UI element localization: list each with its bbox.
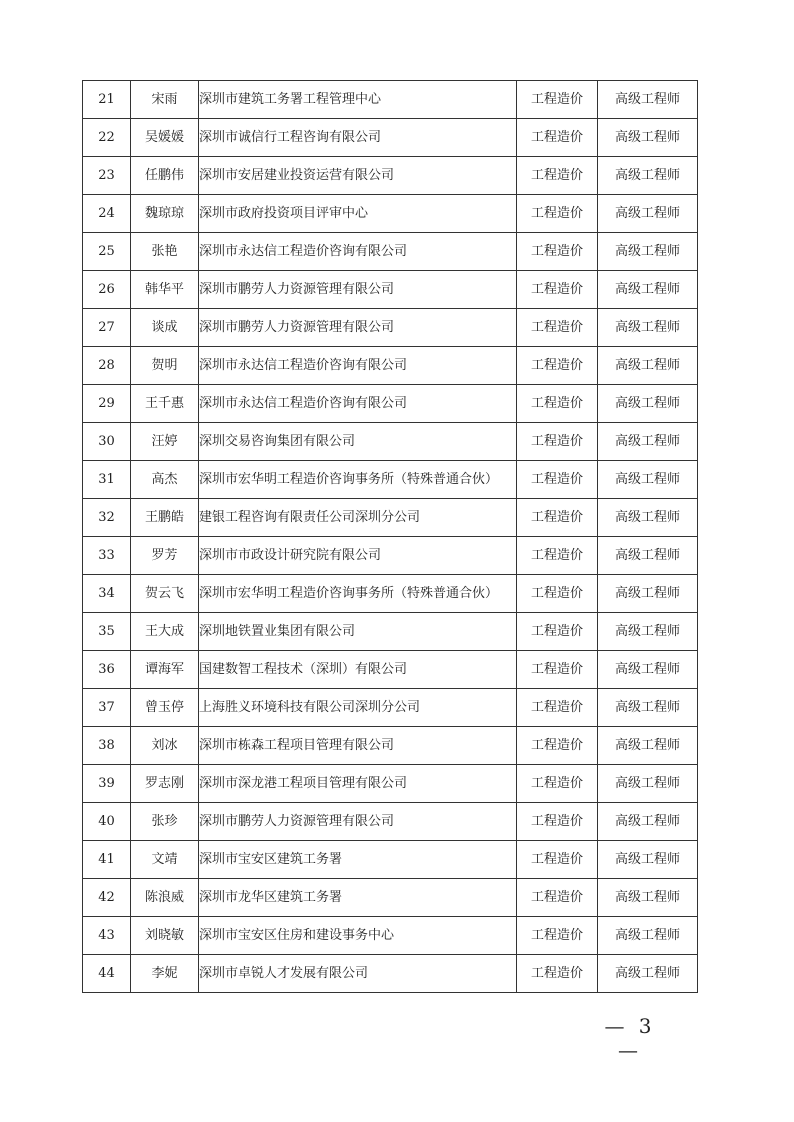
specialty-category: 工程造价 [517,347,598,385]
professional-title: 高级工程师 [598,955,698,993]
row-number: 36 [83,651,131,689]
table-row [83,651,698,689]
professional-title: 高级工程师 [598,461,698,499]
specialty-category: 工程造价 [517,689,598,727]
table-row [83,499,698,537]
specialty-category: 工程造价 [517,879,598,917]
specialty-category: 工程造价 [517,537,598,575]
row-number: 44 [83,955,131,993]
specialty-category: 工程造价 [517,803,598,841]
row-number: 34 [83,575,131,613]
person-name: 王大成 [131,613,199,651]
professional-title: 高级工程师 [598,917,698,955]
table-row [83,309,698,347]
specialty-category: 工程造价 [517,271,598,309]
row-number: 31 [83,461,131,499]
specialty-category: 工程造价 [517,727,598,765]
organization-name: 上海胜义环境科技有限公司深圳分公司 [199,689,517,727]
organization-name: 深圳市龙华区建筑工务署 [199,879,517,917]
row-number: 22 [83,119,131,157]
row-number: 41 [83,841,131,879]
specialty-category: 工程造价 [517,613,598,651]
person-name: 宋雨 [131,81,199,119]
specialty-category: 工程造价 [517,195,598,233]
professional-title: 高级工程师 [598,651,698,689]
organization-name: 深圳市深龙港工程项目管理有限公司 [199,765,517,803]
person-name: 贺明 [131,347,199,385]
specialty-category: 工程造价 [517,651,598,689]
specialty-category: 工程造价 [517,385,598,423]
person-name: 谈成 [131,309,199,347]
specialty-category: 工程造价 [517,81,598,119]
table-row [83,841,698,879]
person-name: 吴媛媛 [131,119,199,157]
row-number: 43 [83,917,131,955]
professional-title: 高级工程师 [598,727,698,765]
table-row [83,955,698,993]
organization-name: 建银工程咨询有限责任公司深圳分公司 [199,499,517,537]
specialty-category: 工程造价 [517,765,598,803]
specialty-category: 工程造价 [517,841,598,879]
row-number: 39 [83,765,131,803]
table-row [83,879,698,917]
organization-name: 国建数智工程技术（深圳）有限公司 [199,651,517,689]
person-name: 贺云飞 [131,575,199,613]
professional-title: 高级工程师 [598,195,698,233]
person-name: 高杰 [131,461,199,499]
person-name: 曾玉停 [131,689,199,727]
person-name: 任鹏伟 [131,157,199,195]
row-number: 29 [83,385,131,423]
table-row [83,575,698,613]
table-row [83,461,698,499]
specialty-category: 工程造价 [517,499,598,537]
organization-name: 深圳市宝安区建筑工务署 [199,841,517,879]
row-number: 38 [83,727,131,765]
row-number: 23 [83,157,131,195]
specialty-category: 工程造价 [517,119,598,157]
table-row [83,233,698,271]
professional-title: 高级工程师 [598,689,698,727]
professional-title: 高级工程师 [598,309,698,347]
specialty-category: 工程造价 [517,917,598,955]
row-number: 40 [83,803,131,841]
organization-name: 深圳市宝安区住房和建设事务中心 [199,917,517,955]
organization-name: 深圳市永达信工程造价咨询有限公司 [199,347,517,385]
organization-name: 深圳市诚信行工程咨询有限公司 [199,119,517,157]
table-row [83,81,698,119]
organization-name: 深圳市鹏劳人力资源管理有限公司 [199,271,517,309]
row-number: 33 [83,537,131,575]
organization-name: 深圳市安居建业投资运营有限公司 [199,157,517,195]
person-name: 刘冰 [131,727,199,765]
person-name: 罗志刚 [131,765,199,803]
organization-name: 深圳市市政设计研究院有限公司 [199,537,517,575]
row-number: 32 [83,499,131,537]
professional-title: 高级工程师 [598,271,698,309]
table-row [83,195,698,233]
table-row [83,119,698,157]
professional-title: 高级工程师 [598,803,698,841]
table-row [83,385,698,423]
person-name: 韩华平 [131,271,199,309]
table-row [83,347,698,385]
person-name: 汪婷 [131,423,199,461]
person-name: 张艳 [131,233,199,271]
roster-table [82,80,698,993]
organization-name: 深圳市卓锐人才发展有限公司 [199,955,517,993]
table-row [83,689,698,727]
specialty-category: 工程造价 [517,423,598,461]
professional-title: 高级工程师 [598,841,698,879]
specialty-category: 工程造价 [517,233,598,271]
professional-title: 高级工程师 [598,765,698,803]
organization-name: 深圳市宏华明工程造价咨询事务所（特殊普通合伙） [199,575,517,613]
professional-title: 高级工程师 [598,233,698,271]
row-number: 30 [83,423,131,461]
professional-title: 高级工程师 [598,575,698,613]
row-number: 24 [83,195,131,233]
organization-name: 深圳市建筑工务署工程管理中心 [199,81,517,119]
organization-name: 深圳市政府投资项目评审中心 [199,195,517,233]
row-number: 26 [83,271,131,309]
organization-name: 深圳市栋森工程项目管理有限公司 [199,727,517,765]
table-row [83,917,698,955]
organization-name: 深圳地铁置业集团有限公司 [199,613,517,651]
row-number: 37 [83,689,131,727]
person-name: 陈浪威 [131,879,199,917]
row-number: 35 [83,613,131,651]
organization-name: 深圳市鹏劳人力资源管理有限公司 [199,309,517,347]
professional-title: 高级工程师 [598,347,698,385]
organization-name: 深圳市永达信工程造价咨询有限公司 [199,233,517,271]
person-name: 王千惠 [131,385,199,423]
professional-title: 高级工程师 [598,119,698,157]
row-number: 28 [83,347,131,385]
professional-title: 高级工程师 [598,613,698,651]
person-name: 王鹏皓 [131,499,199,537]
professional-title: 高级工程师 [598,385,698,423]
page-number: — 3 — [604,1014,656,1062]
specialty-category: 工程造价 [517,157,598,195]
professional-title: 高级工程师 [598,423,698,461]
row-number: 42 [83,879,131,917]
specialty-category: 工程造价 [517,309,598,347]
table-row [83,537,698,575]
organization-name: 深圳市永达信工程造价咨询有限公司 [199,385,517,423]
row-number: 27 [83,309,131,347]
table-row [83,423,698,461]
professional-title: 高级工程师 [598,879,698,917]
table-row [83,157,698,195]
table-row [83,765,698,803]
table-row [83,271,698,309]
person-name: 刘晓敏 [131,917,199,955]
table-row [83,727,698,765]
person-name: 罗芳 [131,537,199,575]
row-number: 25 [83,233,131,271]
specialty-category: 工程造价 [517,461,598,499]
specialty-category: 工程造价 [517,955,598,993]
person-name: 张珍 [131,803,199,841]
person-name: 文靖 [131,841,199,879]
professional-title: 高级工程师 [598,499,698,537]
person-name: 谭海军 [131,651,199,689]
person-name: 魏琼琼 [131,195,199,233]
professional-title: 高级工程师 [598,81,698,119]
organization-name: 深圳交易咨询集团有限公司 [199,423,517,461]
specialty-category: 工程造价 [517,575,598,613]
table-row [83,613,698,651]
professional-title: 高级工程师 [598,157,698,195]
person-name: 李妮 [131,955,199,993]
table-row [83,803,698,841]
organization-name: 深圳市宏华明工程造价咨询事务所（特殊普通合伙） [199,461,517,499]
roster-table-body [83,81,698,993]
professional-title: 高级工程师 [598,537,698,575]
row-number: 21 [83,81,131,119]
organization-name: 深圳市鹏劳人力资源管理有限公司 [199,803,517,841]
